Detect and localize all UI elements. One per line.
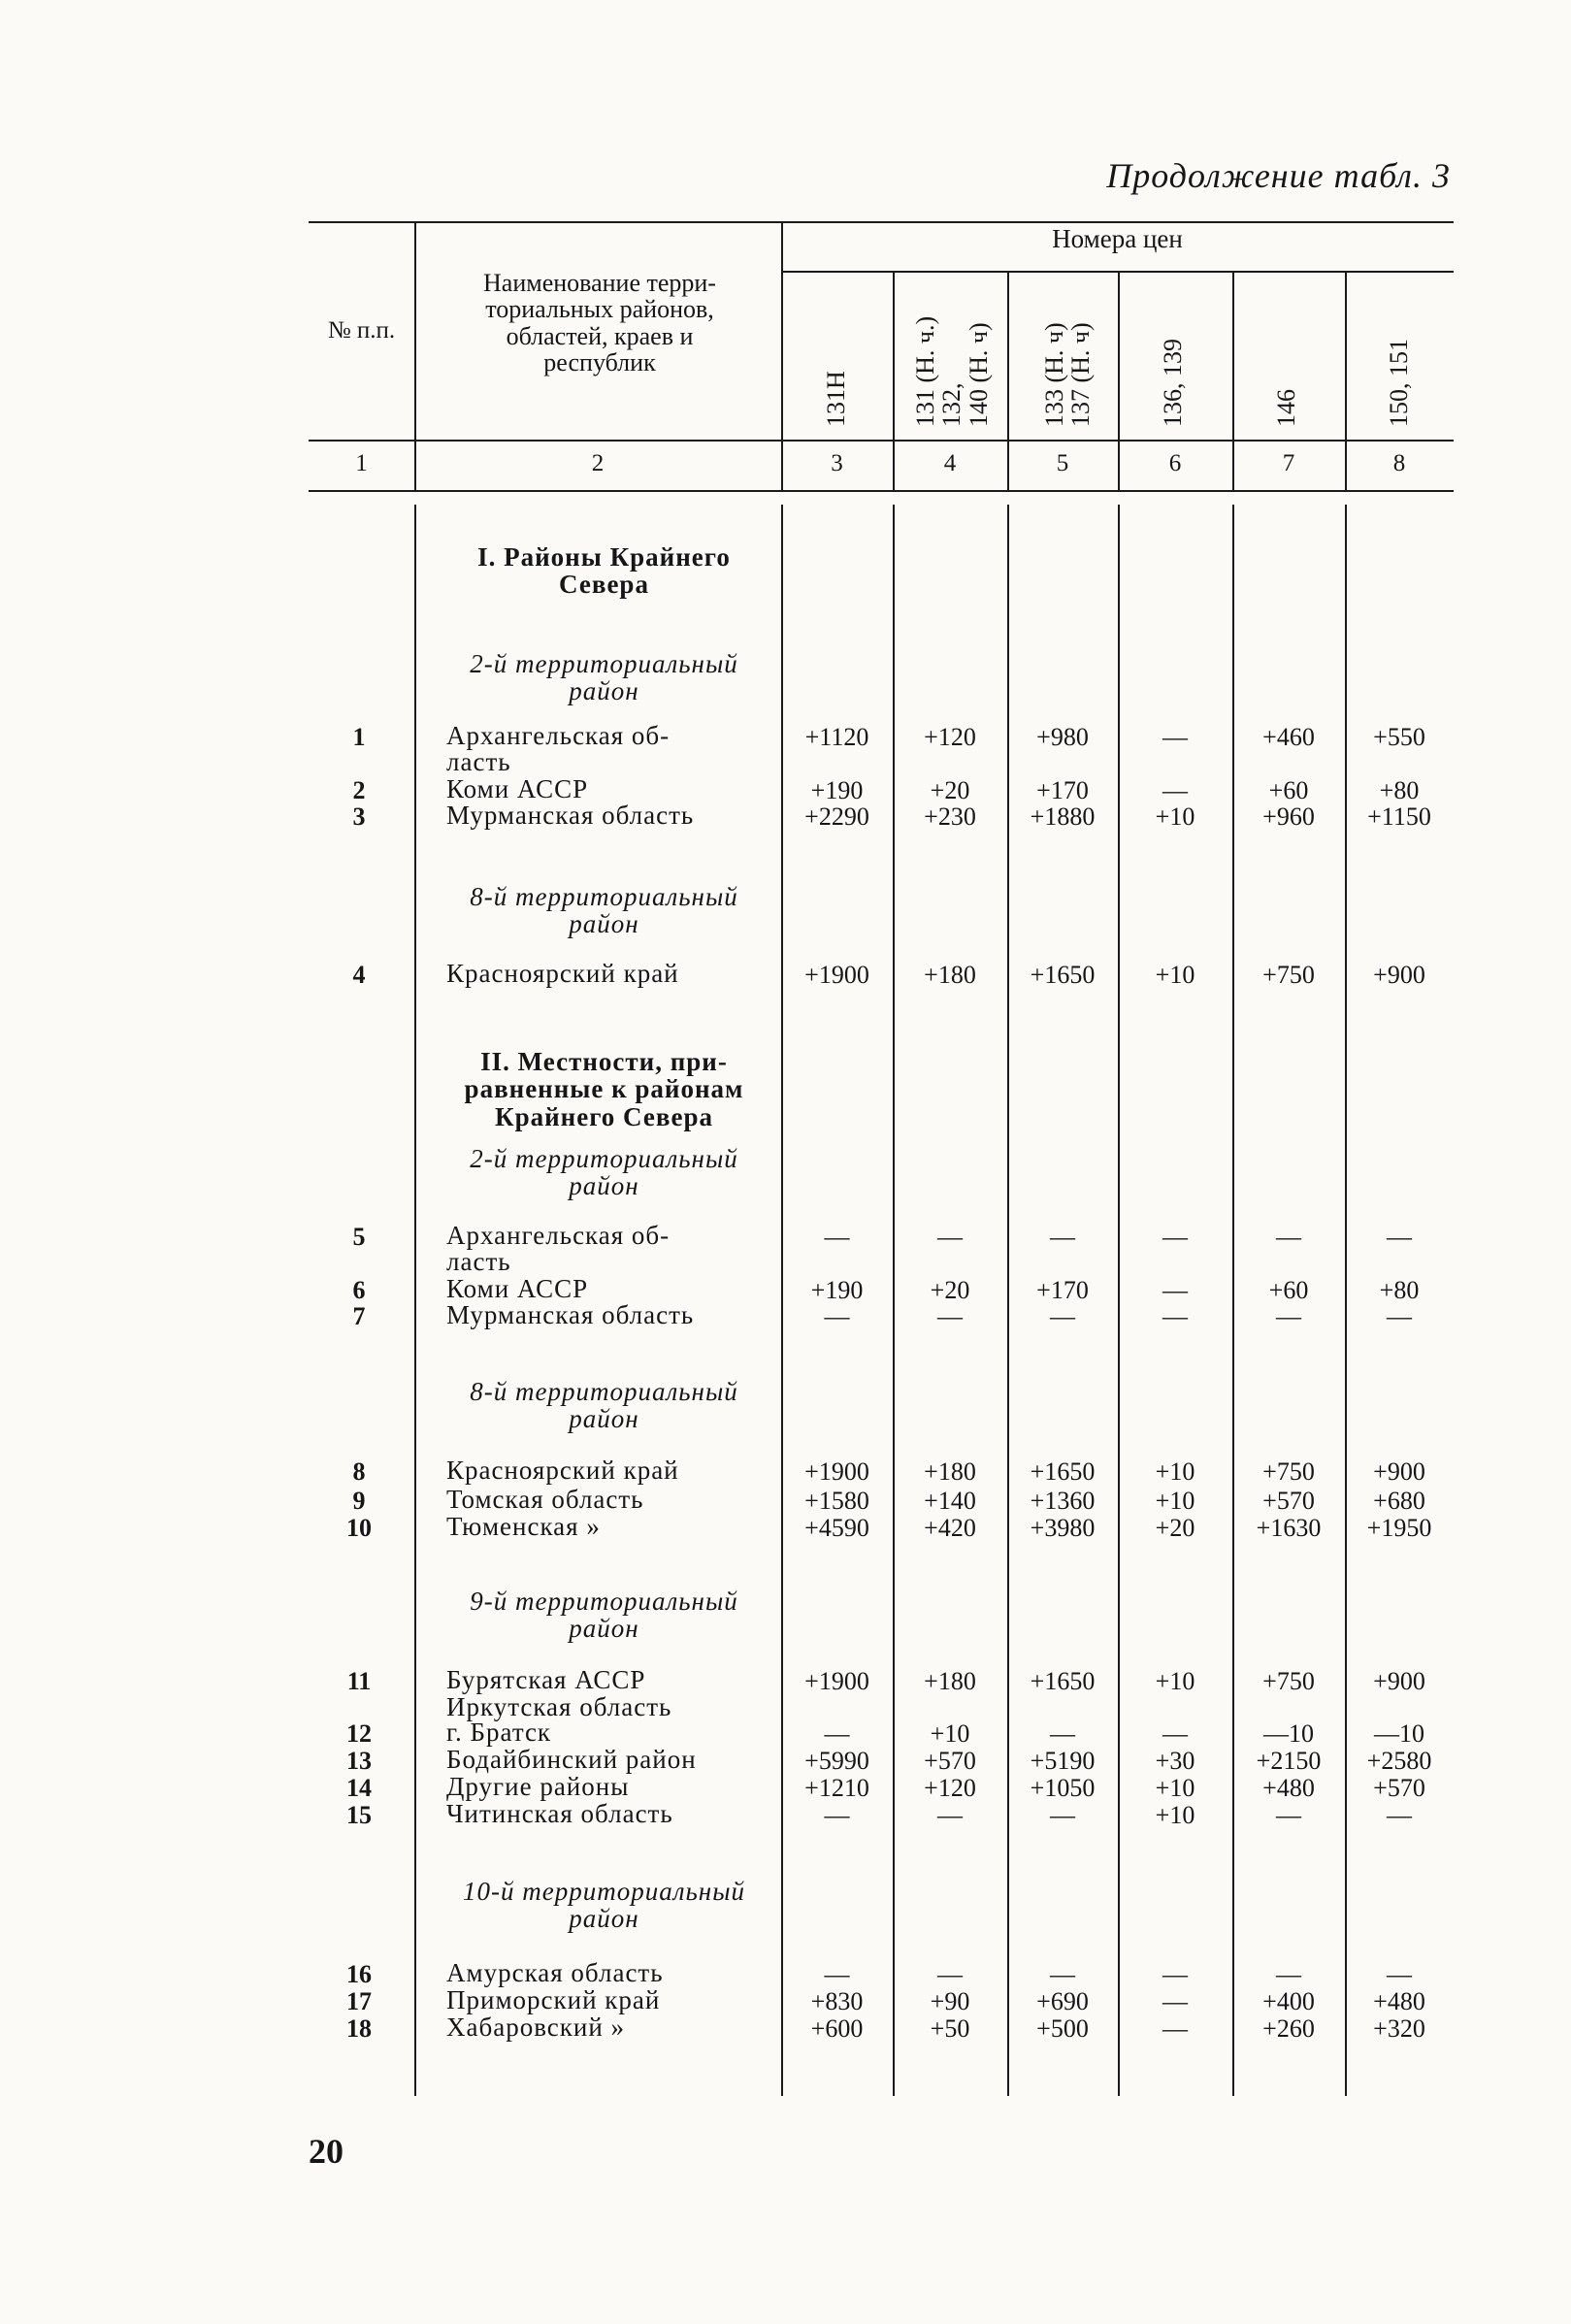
subsection-heading: 8-й территориальный район: [470, 882, 738, 939]
row-value-col-3: +4590: [804, 1514, 869, 1542]
row-value-col-5: +170: [1036, 776, 1089, 804]
row-value-col-5: —: [1050, 1960, 1075, 1988]
row-value-col-6: +10: [1155, 1487, 1195, 1515]
row-name: Архангельская об- ласть: [446, 1221, 671, 1276]
row-value-col-5: +1880: [1030, 802, 1096, 831]
row-value-col-3: +1120: [804, 723, 869, 751]
row-value-col-8: +1950: [1366, 1514, 1432, 1542]
row-value-col-6: —: [1162, 1987, 1188, 2015]
header-col-7: 146: [1272, 389, 1300, 427]
row-value-col-3: +2290: [804, 802, 869, 831]
row-value-col-8: +570: [1373, 1774, 1425, 1802]
row-value-col-6: +10: [1155, 1667, 1195, 1695]
row-name: Другие районы: [446, 1772, 630, 1801]
header-bottom-rule: [309, 440, 1454, 442]
row-value-col-6: +10: [1155, 1457, 1195, 1486]
row-value-col-4: +90: [930, 1987, 970, 2015]
row-value-col-3: —: [824, 1302, 850, 1330]
subsection-heading: 2-й территориальный район: [470, 1144, 738, 1201]
continuation-title: Продолжение табл. 3: [1106, 156, 1451, 195]
row-value-col-4: —: [937, 1960, 963, 1988]
header-col-8: 150, 151: [1385, 339, 1413, 427]
row-value-col-6: —: [1162, 776, 1188, 804]
row-value-col-5: —: [1050, 1302, 1075, 1330]
row-name: Мурманская область: [446, 1300, 695, 1329]
row-name: Читинская область: [446, 1799, 673, 1828]
table-top-rule: [309, 221, 1454, 223]
row-value-col-5: —: [1050, 1719, 1075, 1748]
row-value-col-8: +80: [1379, 776, 1420, 804]
row-value-col-6: —: [1162, 1960, 1188, 1988]
row-name: Архангельская об- ласть: [446, 721, 671, 776]
row-number: 9: [352, 1487, 366, 1515]
row-value-col-5: +690: [1036, 1987, 1089, 2015]
row-number: 15: [346, 1801, 372, 1829]
colnum-4: 4: [943, 450, 957, 476]
page-number: 20: [309, 2132, 344, 2171]
row-value-col-3: +1900: [804, 1667, 869, 1695]
subsection-heading: 8-й территориальный район: [470, 1377, 738, 1434]
section-heading: I. Районы Крайнего Севера: [477, 542, 731, 600]
row-value-col-8: +480: [1373, 1987, 1425, 2015]
row-value-col-6: —: [1162, 1223, 1188, 1251]
row-value-col-4: +120: [924, 723, 976, 751]
row-value-col-3: —: [824, 1719, 850, 1748]
row-value-col-7: —10: [1263, 1719, 1314, 1748]
row-value-col-7: —: [1276, 1960, 1301, 1988]
row-value-col-4: +570: [924, 1747, 976, 1775]
row-value-col-6: +10: [1155, 1774, 1195, 1802]
row-name: Коми АССР: [446, 1274, 589, 1303]
row-number: 4: [352, 961, 366, 989]
row-value-col-8: +320: [1373, 2014, 1425, 2043]
row-value-col-8: +900: [1373, 961, 1425, 989]
row-value-col-5: +1650: [1030, 1457, 1096, 1486]
row-value-col-7: +480: [1262, 1774, 1315, 1802]
row-value-col-5: —: [1050, 1223, 1075, 1251]
row-name: г. Братск: [446, 1718, 552, 1747]
row-value-col-6: —: [1162, 2014, 1188, 2043]
header-col-6: 136, 139: [1159, 339, 1187, 427]
row-number: 16: [346, 1960, 372, 1988]
row-value-col-4: —: [937, 1302, 963, 1330]
row-value-col-4: +140: [924, 1487, 976, 1515]
row-value-col-8: +680: [1373, 1487, 1425, 1515]
row-value-col-5: +1050: [1030, 1774, 1096, 1802]
row-number: 10: [346, 1514, 372, 1542]
row-name: Коми АССР: [446, 774, 589, 803]
row-value-col-7: +460: [1262, 723, 1315, 751]
row-name: Хабаровский »: [446, 2013, 626, 2042]
row-number: 2: [352, 776, 366, 804]
row-value-col-6: —: [1162, 1302, 1188, 1330]
header-col-5: 133 (Н. ч) 137 (Н. ч): [1040, 322, 1096, 427]
row-value-col-7: —: [1276, 1801, 1301, 1829]
row-value-col-4: —: [937, 1223, 963, 1251]
row-value-col-7: +400: [1262, 1987, 1315, 2015]
row-value-col-6: —: [1162, 1276, 1188, 1304]
row-name: Бодайбинский район: [446, 1745, 697, 1774]
row-value-col-4: +20: [930, 1276, 970, 1304]
row-value-col-4: +50: [930, 2014, 970, 2043]
row-value-col-4: +180: [924, 1457, 976, 1486]
header-col-3: 131Н: [822, 371, 850, 427]
row-number: 8: [352, 1457, 366, 1486]
row-value-col-7: —: [1276, 1223, 1301, 1251]
row-value-col-7: +960: [1262, 802, 1315, 831]
row-number: 11: [346, 1667, 372, 1695]
row-value-col-8: —: [1387, 1801, 1412, 1829]
row-name: Томская область: [446, 1485, 644, 1514]
subsection-heading: 2-й территориальный район: [470, 649, 738, 706]
row-name: Амурская область: [446, 1958, 664, 1987]
row-number: 5: [352, 1223, 366, 1251]
row-value-col-5: +1650: [1030, 1667, 1096, 1695]
row-value-col-7: +750: [1262, 1667, 1315, 1695]
row-number: 1: [352, 723, 366, 751]
row-value-col-3: +830: [810, 1987, 864, 2015]
header-price-numbers: Номера цен: [1052, 224, 1183, 253]
row-number: 6: [352, 1276, 366, 1304]
row-value-col-3: +1900: [804, 961, 869, 989]
colnum-1: 1: [355, 450, 368, 476]
colnum-7: 7: [1282, 450, 1295, 476]
subsection-heading: 9-й территориальный район: [470, 1587, 738, 1644]
row-name: Тюменская »: [446, 1512, 601, 1541]
row-value-col-4: +10: [930, 1719, 970, 1748]
row-value-col-3: —: [824, 1960, 850, 1988]
row-value-col-3: —: [824, 1223, 850, 1251]
row-value-col-5: +980: [1036, 723, 1089, 751]
subsection-heading: 10-й территориальный район: [463, 1877, 745, 1934]
colnum-8: 8: [1392, 450, 1406, 476]
row-name: Бурятская АССР: [446, 1665, 646, 1694]
row-value-col-7: +1630: [1256, 1514, 1322, 1542]
row-value-col-3: +1900: [804, 1457, 869, 1486]
row-value-col-8: —: [1387, 1960, 1412, 1988]
row-value-col-6: +10: [1155, 961, 1195, 989]
row-name: Красноярский край: [446, 1456, 679, 1485]
row-value-col-5: —: [1050, 1801, 1075, 1829]
row-name: Красноярский край: [446, 959, 679, 988]
row-number: 3: [352, 802, 366, 831]
row-value-col-7: +570: [1262, 1487, 1315, 1515]
row-value-col-3: +190: [810, 776, 864, 804]
row-name: Иркутская область: [446, 1692, 672, 1721]
row-value-col-8: +900: [1373, 1457, 1425, 1486]
row-number: 7: [352, 1302, 366, 1330]
row-value-col-3: +190: [810, 1276, 864, 1304]
row-number: 12: [346, 1719, 372, 1748]
row-value-col-4: —: [937, 1801, 963, 1829]
row-value-col-6: +10: [1155, 802, 1195, 831]
row-value-col-6: +30: [1155, 1747, 1195, 1775]
row-value-col-4: +420: [924, 1514, 976, 1542]
row-value-col-3: +1210: [804, 1774, 869, 1802]
row-value-col-5: +5190: [1030, 1747, 1096, 1775]
row-value-col-4: +180: [924, 1667, 976, 1695]
row-value-col-3: —: [824, 1801, 850, 1829]
row-value-col-5: +1650: [1030, 961, 1096, 989]
row-value-col-7: +60: [1268, 776, 1309, 804]
row-value-col-5: +3980: [1030, 1514, 1096, 1542]
row-value-col-4: +120: [924, 1774, 976, 1802]
colnum-5: 5: [1056, 450, 1069, 476]
row-value-col-7: +750: [1262, 1457, 1315, 1486]
body-vrule: [414, 505, 416, 2096]
header-col-no: № п.п.: [327, 317, 396, 344]
row-value-col-3: +5990: [804, 1747, 869, 1775]
row-value-col-8: +80: [1379, 1276, 1420, 1304]
row-number: 13: [346, 1747, 372, 1775]
row-value-col-8: —: [1387, 1302, 1412, 1330]
row-value-col-8: +900: [1373, 1667, 1425, 1695]
row-name: Приморский край: [446, 1985, 661, 2014]
section-heading: II. Местности, при- равненные к районам Крайнего Севера: [464, 1047, 744, 1131]
row-value-col-7: —: [1276, 1302, 1301, 1330]
row-value-col-5: +170: [1036, 1276, 1089, 1304]
row-value-col-5: +1360: [1030, 1487, 1096, 1515]
row-value-col-6: +10: [1155, 1801, 1195, 1829]
colnum-2: 2: [591, 450, 605, 476]
row-value-col-3: +600: [810, 2014, 864, 2043]
row-number: 14: [346, 1774, 372, 1802]
colnum-bottom-rule: [309, 490, 1454, 492]
row-value-col-4: +230: [924, 802, 976, 831]
row-name: Мурманская область: [446, 801, 695, 830]
colnum-6: 6: [1168, 450, 1182, 476]
row-value-col-8: +1150: [1367, 802, 1431, 831]
row-value-col-7: +2150: [1256, 1747, 1322, 1775]
row-value-col-6: +20: [1155, 1514, 1195, 1542]
row-value-col-7: +750: [1262, 961, 1315, 989]
row-value-col-7: +60: [1268, 1276, 1309, 1304]
row-value-col-7: +260: [1262, 2014, 1315, 2043]
colnum-3: 3: [831, 450, 843, 476]
row-value-col-5: +500: [1036, 2014, 1089, 2043]
row-value-col-8: +550: [1373, 723, 1425, 751]
header-col-4: 131 (Н. ч.) 132, 140 (Н. ч): [911, 315, 993, 427]
row-value-col-8: +2580: [1366, 1747, 1432, 1775]
row-number: 18: [346, 2014, 372, 2043]
row-value-col-8: —: [1387, 1223, 1412, 1251]
row-value-col-8: —10: [1374, 1719, 1424, 1748]
row-value-col-6: —: [1162, 1719, 1188, 1748]
row-number: 17: [346, 1987, 372, 2015]
row-value-col-4: +20: [930, 776, 970, 804]
header-col-name: Наименование терри- ториальных районов, областей, краев и республик: [483, 269, 716, 376]
row-value-col-3: +1580: [804, 1487, 869, 1515]
row-value-col-6: —: [1162, 723, 1188, 751]
row-value-col-4: +180: [924, 961, 976, 989]
